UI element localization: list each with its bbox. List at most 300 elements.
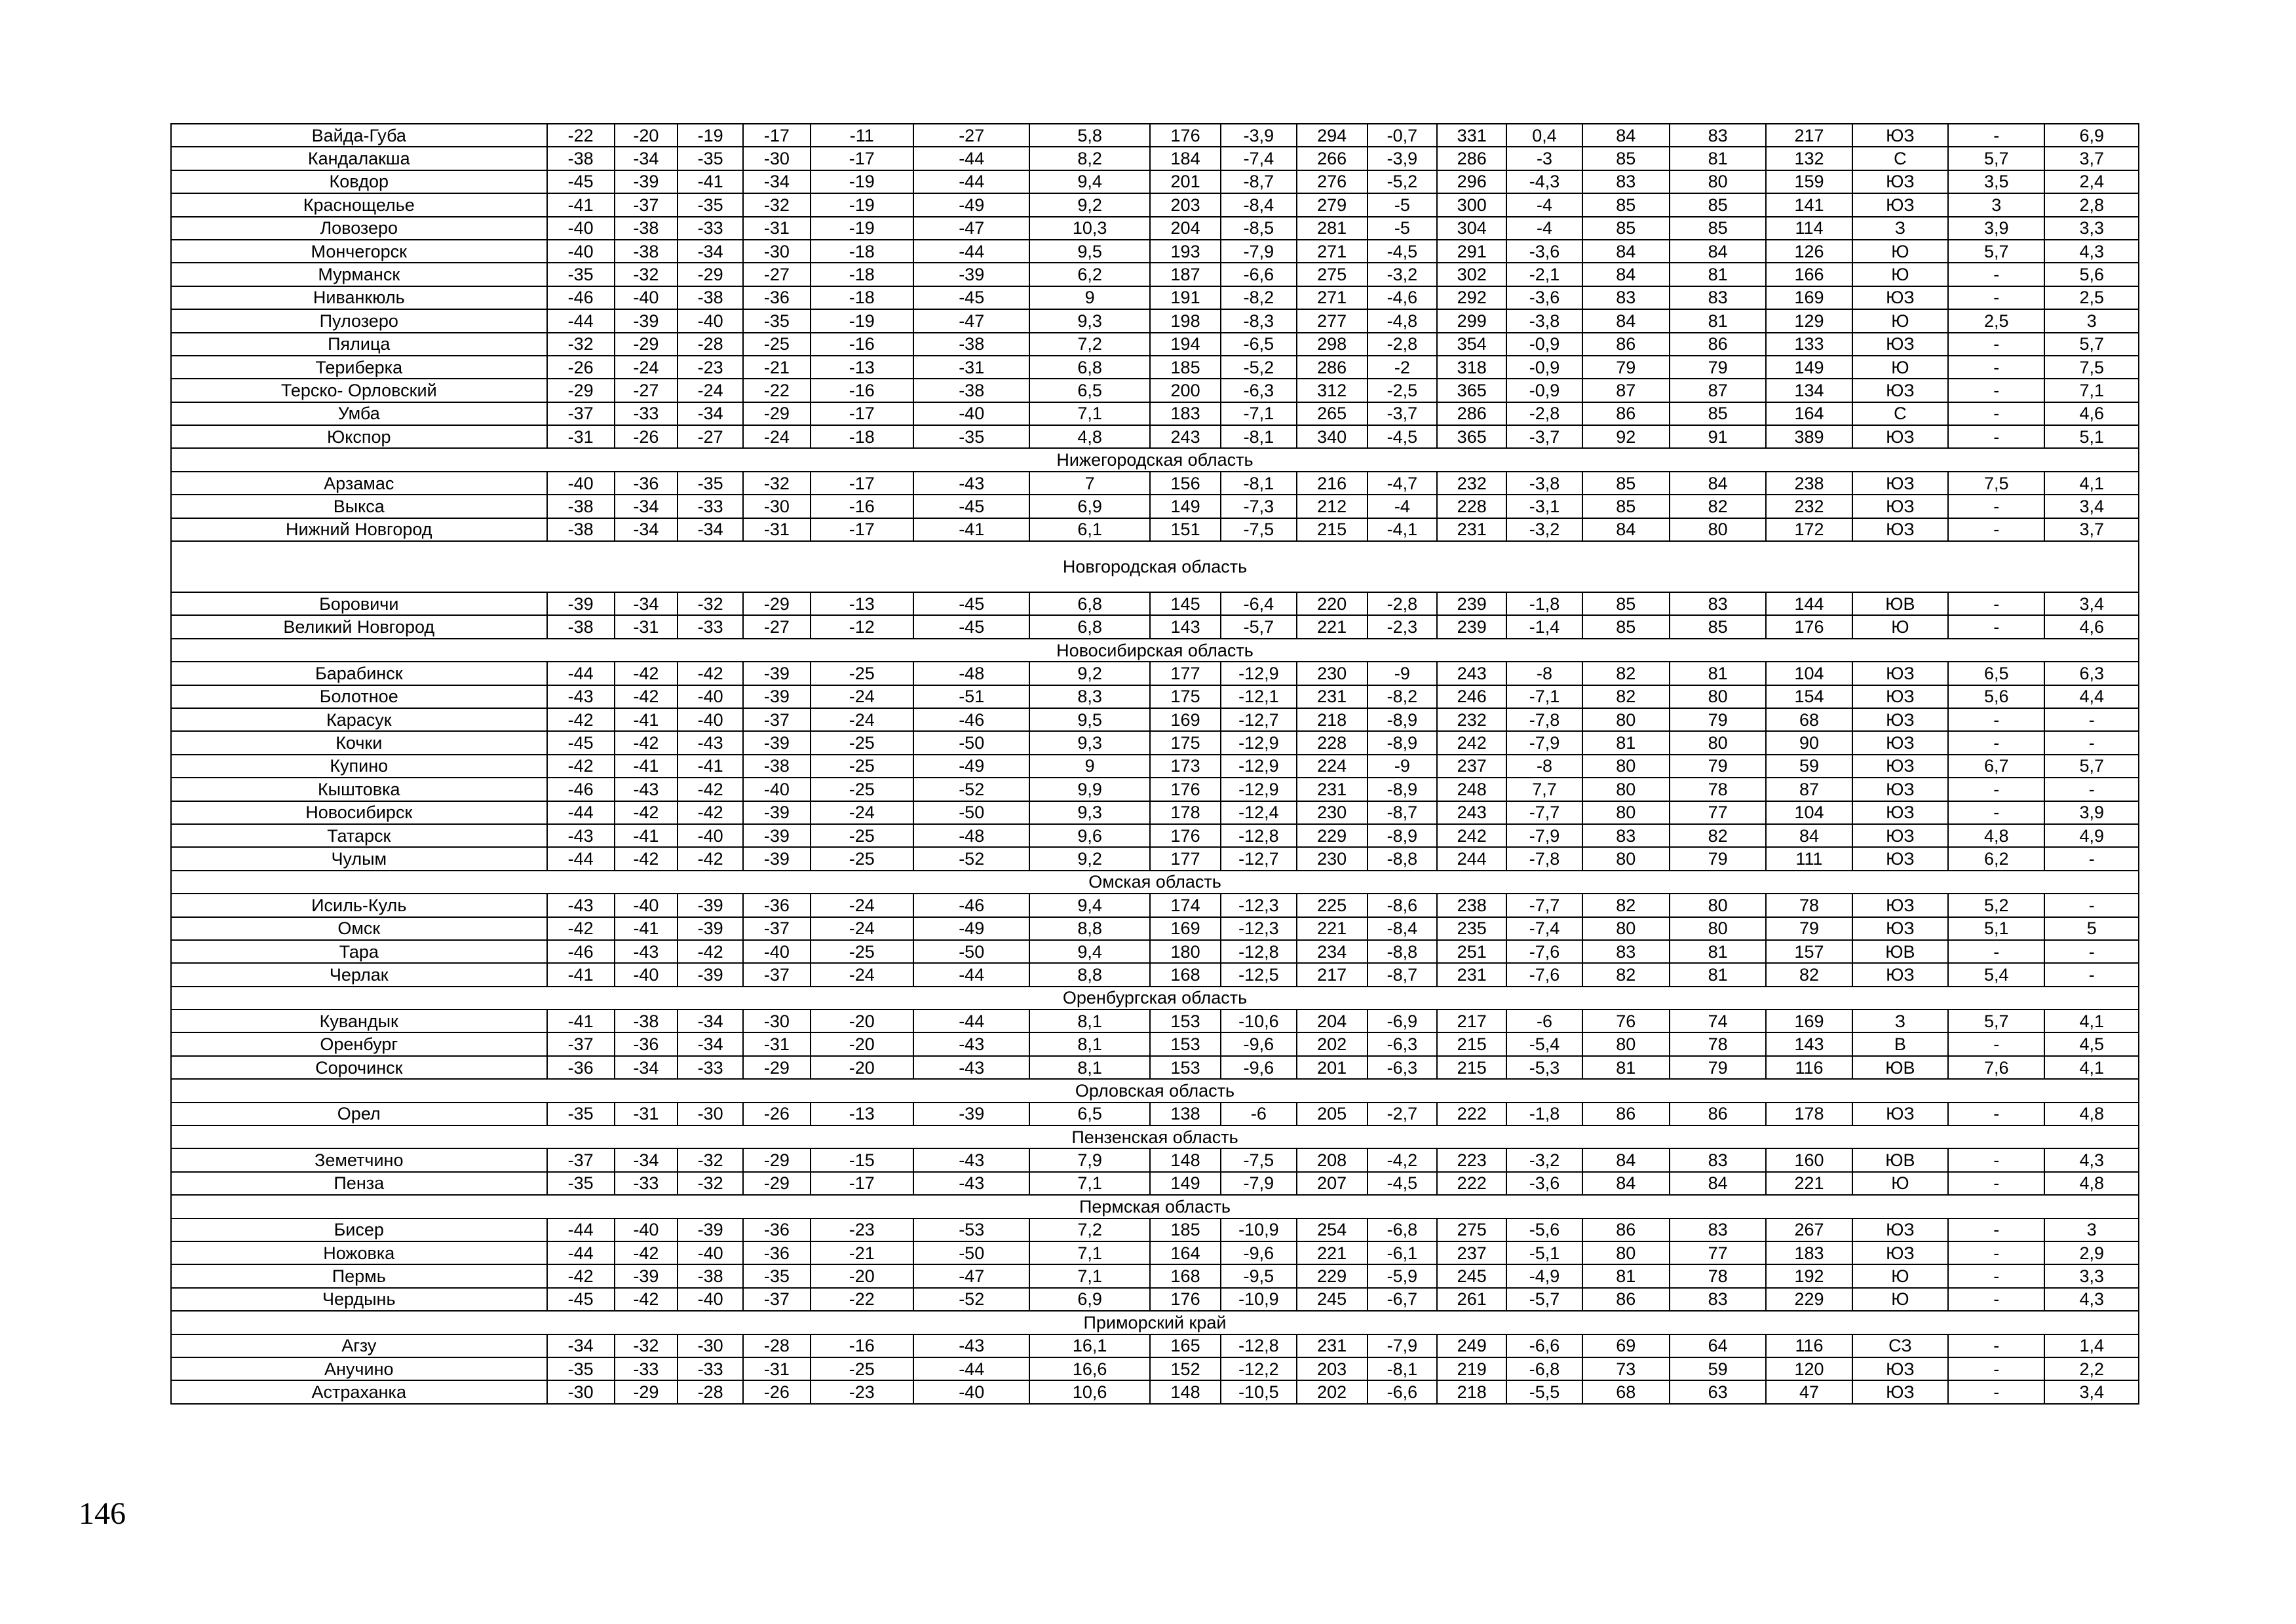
value-cell: -43 xyxy=(913,1032,1029,1055)
value-cell: -45 xyxy=(913,615,1029,638)
value-cell: -41 xyxy=(547,193,615,216)
value-cell: 178 xyxy=(1766,1103,1852,1125)
value-cell: 204 xyxy=(1297,1010,1368,1032)
value-cell: -44 xyxy=(547,801,615,824)
value-cell: -44 xyxy=(913,170,1029,193)
value-cell: -8 xyxy=(1506,662,1582,685)
value-cell: 83 xyxy=(1670,592,1766,615)
value-cell: 231 xyxy=(1297,685,1368,708)
value-cell: 82 xyxy=(1670,824,1766,847)
value-cell: 204 xyxy=(1150,217,1221,240)
value-cell: -5,7 xyxy=(1221,615,1296,638)
value-cell: -9 xyxy=(1368,662,1437,685)
value-cell: 299 xyxy=(1437,309,1506,332)
value-cell: - xyxy=(1948,731,2044,754)
value-cell: -7,3 xyxy=(1221,495,1296,518)
value-cell: 83 xyxy=(1670,1218,1766,1241)
value-cell: -34 xyxy=(547,1334,615,1357)
value-cell: 5,8 xyxy=(1029,124,1149,147)
value-cell: -8,9 xyxy=(1368,778,1437,801)
region-name: Омская область xyxy=(171,871,2139,894)
value-cell: 83 xyxy=(1582,170,1670,193)
value-cell: 180 xyxy=(1150,940,1221,963)
value-cell: -2,7 xyxy=(1368,1103,1437,1125)
value-cell: 91 xyxy=(1670,425,1766,448)
value-cell: -8,9 xyxy=(1368,708,1437,731)
value-cell: -6 xyxy=(1221,1103,1296,1125)
value-cell: 187 xyxy=(1150,263,1221,286)
value-cell: -28 xyxy=(678,1380,743,1403)
value-cell: -29 xyxy=(743,592,810,615)
value-cell: 6,9 xyxy=(2044,124,2139,147)
value-cell: ЮЗ xyxy=(1852,685,1948,708)
value-cell: -8,5 xyxy=(1221,217,1296,240)
value-cell: 176 xyxy=(1766,615,1852,638)
value-cell: 47 xyxy=(1766,1380,1852,1403)
value-cell: - xyxy=(1948,333,2044,356)
value-cell: -44 xyxy=(547,1241,615,1264)
value-cell: -52 xyxy=(913,778,1029,801)
value-cell: 6,5 xyxy=(1029,379,1149,402)
value-cell: 160 xyxy=(1766,1148,1852,1171)
value-cell: 194 xyxy=(1150,333,1221,356)
value-cell: 249 xyxy=(1437,1334,1506,1357)
value-cell: 5,1 xyxy=(1948,917,2044,940)
value-cell: 69 xyxy=(1582,1334,1670,1357)
value-cell: -36 xyxy=(743,1218,810,1241)
value-cell: -45 xyxy=(547,170,615,193)
value-cell: 169 xyxy=(1150,708,1221,731)
value-cell: -3,7 xyxy=(1506,425,1582,448)
value-cell: 120 xyxy=(1766,1357,1852,1380)
value-cell: З xyxy=(1852,1010,1948,1032)
station-name-cell: Выкса xyxy=(171,495,547,518)
value-cell: 4,3 xyxy=(2044,240,2139,263)
value-cell: -37 xyxy=(743,708,810,731)
value-cell: 7,2 xyxy=(1029,1218,1149,1241)
value-cell: -22 xyxy=(811,1288,913,1311)
value-cell: -34 xyxy=(615,1056,678,1079)
value-cell: -34 xyxy=(615,147,678,170)
value-cell: -11 xyxy=(811,124,913,147)
station-name-cell: Умба xyxy=(171,402,547,425)
value-cell: 149 xyxy=(1766,356,1852,379)
value-cell: -33 xyxy=(678,1357,743,1380)
value-cell: 10,6 xyxy=(1029,1380,1149,1403)
value-cell: -50 xyxy=(913,731,1029,754)
value-cell: 198 xyxy=(1150,309,1221,332)
value-cell: 242 xyxy=(1437,731,1506,754)
value-cell: -41 xyxy=(678,170,743,193)
value-cell: 104 xyxy=(1766,662,1852,685)
value-cell: ЮЗ xyxy=(1852,1103,1948,1125)
value-cell: 271 xyxy=(1297,240,1368,263)
value-cell: 224 xyxy=(1297,755,1368,778)
value-cell: 219 xyxy=(1437,1357,1506,1380)
value-cell: 87 xyxy=(1766,778,1852,801)
value-cell: 85 xyxy=(1582,495,1670,518)
value-cell: -40 xyxy=(615,1218,678,1241)
value-cell: -9,6 xyxy=(1221,1056,1296,1079)
region-header-row xyxy=(171,987,2139,1010)
value-cell: -35 xyxy=(743,1264,810,1287)
value-cell: 229 xyxy=(1297,1264,1368,1287)
value-cell: 80 xyxy=(1582,778,1670,801)
value-cell: 4,8 xyxy=(2044,1103,2139,1125)
value-cell: -9,5 xyxy=(1221,1264,1296,1287)
value-cell: -24 xyxy=(811,894,913,916)
value-cell: -7,9 xyxy=(1506,824,1582,847)
station-name-cell: Пялица xyxy=(171,333,547,356)
value-cell: 261 xyxy=(1437,1288,1506,1311)
value-cell: 246 xyxy=(1437,685,1506,708)
value-cell: 153 xyxy=(1150,1056,1221,1079)
value-cell: 2,5 xyxy=(2044,286,2139,309)
value-cell: -42 xyxy=(547,917,615,940)
value-cell: -2 xyxy=(1368,356,1437,379)
value-cell: 80 xyxy=(1670,731,1766,754)
value-cell: 243 xyxy=(1150,425,1221,448)
value-cell: 185 xyxy=(1150,1218,1221,1241)
value-cell: 85 xyxy=(1670,615,1766,638)
value-cell: 83 xyxy=(1582,824,1670,847)
value-cell: ЮЗ xyxy=(1852,1218,1948,1241)
value-cell: 8,2 xyxy=(1029,147,1149,170)
value-cell: - xyxy=(2044,708,2139,731)
region-name: Пермская область xyxy=(171,1195,2139,1218)
value-cell: -24 xyxy=(811,917,913,940)
value-cell: 228 xyxy=(1437,495,1506,518)
value-cell: 220 xyxy=(1297,592,1368,615)
value-cell: -22 xyxy=(743,379,810,402)
value-cell: -25 xyxy=(811,778,913,801)
value-cell: 231 xyxy=(1297,1334,1368,1357)
value-cell: -42 xyxy=(678,847,743,870)
value-cell: 3,4 xyxy=(2044,1380,2139,1403)
value-cell: 265 xyxy=(1297,402,1368,425)
station-name-cell: Нижний Новгород xyxy=(171,518,547,541)
value-cell: -7,5 xyxy=(1221,518,1296,541)
value-cell: 80 xyxy=(1582,1032,1670,1055)
value-cell: -1,8 xyxy=(1506,1103,1582,1125)
value-cell: 300 xyxy=(1437,193,1506,216)
value-cell: -32 xyxy=(743,193,810,216)
value-cell: 82 xyxy=(1766,963,1852,986)
value-cell: ЮВ xyxy=(1852,1056,1948,1079)
value-cell: -25 xyxy=(811,1357,913,1380)
value-cell: -3,7 xyxy=(1368,402,1437,425)
value-cell: -49 xyxy=(913,755,1029,778)
value-cell: 87 xyxy=(1582,379,1670,402)
table-row xyxy=(171,472,2139,495)
value-cell: -34 xyxy=(678,240,743,263)
value-cell: 3,7 xyxy=(2044,518,2139,541)
value-cell: 16,1 xyxy=(1029,1334,1149,1357)
value-cell: 5,7 xyxy=(2044,755,2139,778)
value-cell: -4,2 xyxy=(1368,1148,1437,1171)
value-cell: 165 xyxy=(1150,1334,1221,1357)
value-cell: 85 xyxy=(1670,217,1766,240)
value-cell: -51 xyxy=(913,685,1029,708)
table-row xyxy=(171,731,2139,754)
value-cell: 148 xyxy=(1150,1148,1221,1171)
value-cell: -49 xyxy=(913,193,1029,216)
value-cell: 239 xyxy=(1437,592,1506,615)
value-cell: 86 xyxy=(1582,1288,1670,1311)
value-cell: ЮЗ xyxy=(1852,662,1948,685)
value-cell: 79 xyxy=(1670,356,1766,379)
value-cell: -25 xyxy=(743,333,810,356)
value-cell: 4,1 xyxy=(2044,472,2139,495)
value-cell: -16 xyxy=(811,379,913,402)
value-cell: 9,3 xyxy=(1029,309,1149,332)
value-cell: 7 xyxy=(1029,472,1149,495)
value-cell: -37 xyxy=(547,1032,615,1055)
value-cell: 202 xyxy=(1297,1380,1368,1403)
value-cell: 134 xyxy=(1766,379,1852,402)
value-cell: - xyxy=(2044,731,2139,754)
value-cell: 86 xyxy=(1582,1218,1670,1241)
value-cell: 175 xyxy=(1150,685,1221,708)
value-cell: ЮЗ xyxy=(1852,1380,1948,1403)
value-cell: - xyxy=(1948,1357,2044,1380)
value-cell: -2,3 xyxy=(1368,615,1437,638)
value-cell: 79 xyxy=(1670,708,1766,731)
value-cell: 149 xyxy=(1150,1172,1221,1195)
value-cell: -12,8 xyxy=(1221,824,1296,847)
value-cell: -29 xyxy=(743,1148,810,1171)
value-cell: 81 xyxy=(1582,1264,1670,1287)
table-row xyxy=(171,193,2139,216)
value-cell: 133 xyxy=(1766,333,1852,356)
value-cell: -23 xyxy=(811,1380,913,1403)
value-cell: 76 xyxy=(1582,1010,1670,1032)
station-name-cell: Татарск xyxy=(171,824,547,847)
value-cell: 286 xyxy=(1437,147,1506,170)
value-cell: - xyxy=(2044,778,2139,801)
value-cell: 3,3 xyxy=(2044,1264,2139,1287)
value-cell: -39 xyxy=(678,894,743,916)
value-cell: -32 xyxy=(678,592,743,615)
value-cell: -16 xyxy=(811,333,913,356)
value-cell: 141 xyxy=(1766,193,1852,216)
value-cell: 7,1 xyxy=(1029,402,1149,425)
value-cell: -13 xyxy=(811,356,913,379)
value-cell: -8,8 xyxy=(1368,940,1437,963)
value-cell: -24 xyxy=(743,425,810,448)
station-name-cell: Омск xyxy=(171,917,547,940)
value-cell: 3,9 xyxy=(2044,801,2139,824)
value-cell: 4,1 xyxy=(2044,1056,2139,1079)
value-cell: ЮЗ xyxy=(1852,917,1948,940)
value-cell: -29 xyxy=(615,333,678,356)
value-cell: 231 xyxy=(1437,963,1506,986)
value-cell: ЮЗ xyxy=(1852,1241,1948,1264)
value-cell: 82 xyxy=(1582,963,1670,986)
value-cell: 80 xyxy=(1670,894,1766,916)
value-cell: 185 xyxy=(1150,356,1221,379)
value-cell: 4,1 xyxy=(2044,1010,2139,1032)
value-cell: -32 xyxy=(678,1172,743,1195)
value-cell: -0,9 xyxy=(1506,379,1582,402)
value-cell: -7,1 xyxy=(1221,402,1296,425)
value-cell: 3,7 xyxy=(2044,147,2139,170)
value-cell: 59 xyxy=(1766,755,1852,778)
table-row xyxy=(171,147,2139,170)
value-cell: 83 xyxy=(1670,1288,1766,1311)
value-cell: -42 xyxy=(615,847,678,870)
value-cell: -25 xyxy=(811,755,913,778)
value-cell: -29 xyxy=(678,263,743,286)
value-cell: 312 xyxy=(1297,379,1368,402)
value-cell: -35 xyxy=(547,263,615,286)
value-cell: -38 xyxy=(913,333,1029,356)
value-cell: -3,8 xyxy=(1506,309,1582,332)
value-cell: 5,7 xyxy=(1948,147,2044,170)
value-cell: -20 xyxy=(811,1264,913,1287)
value-cell: -19 xyxy=(811,309,913,332)
value-cell: -1,4 xyxy=(1506,615,1582,638)
value-cell: -42 xyxy=(678,778,743,801)
value-cell: -19 xyxy=(678,124,743,147)
value-cell: -7,4 xyxy=(1506,917,1582,940)
value-cell: -5,3 xyxy=(1506,1056,1582,1079)
value-cell: -45 xyxy=(547,731,615,754)
value-cell: -3,2 xyxy=(1506,1148,1582,1171)
value-cell: -42 xyxy=(615,685,678,708)
value-cell: -3,6 xyxy=(1506,240,1582,263)
value-cell: -44 xyxy=(547,847,615,870)
value-cell: 177 xyxy=(1150,847,1221,870)
station-name-cell: Сорочинск xyxy=(171,1056,547,1079)
value-cell: -8,4 xyxy=(1368,917,1437,940)
value-cell: ЮЗ xyxy=(1852,193,1948,216)
value-cell: -40 xyxy=(678,309,743,332)
value-cell: 215 xyxy=(1437,1056,1506,1079)
value-cell: -43 xyxy=(678,731,743,754)
value-cell: -24 xyxy=(811,708,913,731)
value-cell: 114 xyxy=(1766,217,1852,240)
value-cell: -6,3 xyxy=(1221,379,1296,402)
station-name-cell: Мончегорск xyxy=(171,240,547,263)
value-cell: 0,4 xyxy=(1506,124,1582,147)
value-cell: 7,5 xyxy=(1948,472,2044,495)
value-cell: -40 xyxy=(615,286,678,309)
value-cell: 9,4 xyxy=(1029,940,1149,963)
value-cell: - xyxy=(1948,1241,2044,1264)
value-cell: -7,6 xyxy=(1506,963,1582,986)
value-cell: ЮЗ xyxy=(1852,801,1948,824)
value-cell: 164 xyxy=(1150,1241,1221,1264)
value-cell: ЮЗ xyxy=(1852,333,1948,356)
value-cell: -5 xyxy=(1368,193,1437,216)
value-cell: -7,8 xyxy=(1506,847,1582,870)
value-cell: 277 xyxy=(1297,309,1368,332)
value-cell: 215 xyxy=(1297,518,1368,541)
value-cell: -39 xyxy=(615,309,678,332)
value-cell: -38 xyxy=(547,147,615,170)
value-cell: -44 xyxy=(547,309,615,332)
value-cell: -36 xyxy=(743,1241,810,1264)
value-cell: -20 xyxy=(811,1056,913,1079)
value-cell: -6,8 xyxy=(1368,1218,1437,1241)
value-cell: -8,2 xyxy=(1368,685,1437,708)
value-cell: -21 xyxy=(811,1241,913,1264)
value-cell: 202 xyxy=(1297,1032,1368,1055)
value-cell: 79 xyxy=(1670,1056,1766,1079)
value-cell: -17 xyxy=(811,402,913,425)
value-cell: 7,2 xyxy=(1029,333,1149,356)
value-cell: -7,8 xyxy=(1506,708,1582,731)
value-cell: 6,9 xyxy=(1029,1288,1149,1311)
value-cell: ЮЗ xyxy=(1852,472,1948,495)
value-cell: -8,7 xyxy=(1368,963,1437,986)
value-cell: 6,3 xyxy=(2044,662,2139,685)
value-cell: -0,7 xyxy=(1368,124,1437,147)
value-cell: -19 xyxy=(811,193,913,216)
value-cell: 116 xyxy=(1766,1056,1852,1079)
value-cell: 153 xyxy=(1150,1010,1221,1032)
station-name-cell: Пенза xyxy=(171,1172,547,1195)
value-cell: -39 xyxy=(743,731,810,754)
value-cell: 4,3 xyxy=(2044,1288,2139,1311)
value-cell: 230 xyxy=(1297,847,1368,870)
value-cell: -42 xyxy=(615,1288,678,1311)
value-cell: - xyxy=(1948,1103,2044,1125)
value-cell: 78 xyxy=(1670,1264,1766,1287)
value-cell: -3,2 xyxy=(1368,263,1437,286)
value-cell: 77 xyxy=(1670,1241,1766,1264)
value-cell: 81 xyxy=(1670,263,1766,286)
value-cell: 9,3 xyxy=(1029,801,1149,824)
value-cell: -5,6 xyxy=(1506,1218,1582,1241)
value-cell: -42 xyxy=(547,1264,615,1287)
value-cell: -32 xyxy=(678,1148,743,1171)
value-cell: -35 xyxy=(547,1103,615,1125)
value-cell: -12,5 xyxy=(1221,963,1296,986)
value-cell: 164 xyxy=(1766,402,1852,425)
value-cell: 8,8 xyxy=(1029,917,1149,940)
value-cell: -35 xyxy=(547,1172,615,1195)
value-cell: 207 xyxy=(1297,1172,1368,1195)
value-cell: 7,6 xyxy=(1948,1056,2044,1079)
value-cell: ЮЗ xyxy=(1852,425,1948,448)
value-cell: -45 xyxy=(547,1288,615,1311)
table-row xyxy=(171,1032,2139,1055)
value-cell: 16,6 xyxy=(1029,1357,1149,1380)
table-row xyxy=(171,402,2139,425)
value-cell: 81 xyxy=(1670,662,1766,685)
value-cell: 5,7 xyxy=(1948,1010,2044,1032)
value-cell: -39 xyxy=(743,801,810,824)
station-name-cell: Арзамас xyxy=(171,472,547,495)
table-row xyxy=(171,379,2139,402)
value-cell: -29 xyxy=(743,402,810,425)
value-cell: -41 xyxy=(615,824,678,847)
value-cell: - xyxy=(2044,847,2139,870)
value-cell: -36 xyxy=(615,1032,678,1055)
value-cell: В xyxy=(1852,1032,1948,1055)
value-cell: 2,9 xyxy=(2044,1241,2139,1264)
value-cell: 5,7 xyxy=(2044,333,2139,356)
value-cell: -42 xyxy=(615,1241,678,1264)
value-cell: 169 xyxy=(1766,286,1852,309)
table-row xyxy=(171,778,2139,801)
value-cell: 6,8 xyxy=(1029,592,1149,615)
value-cell: 79 xyxy=(1670,755,1766,778)
value-cell: -44 xyxy=(913,1357,1029,1380)
value-cell: -46 xyxy=(547,940,615,963)
